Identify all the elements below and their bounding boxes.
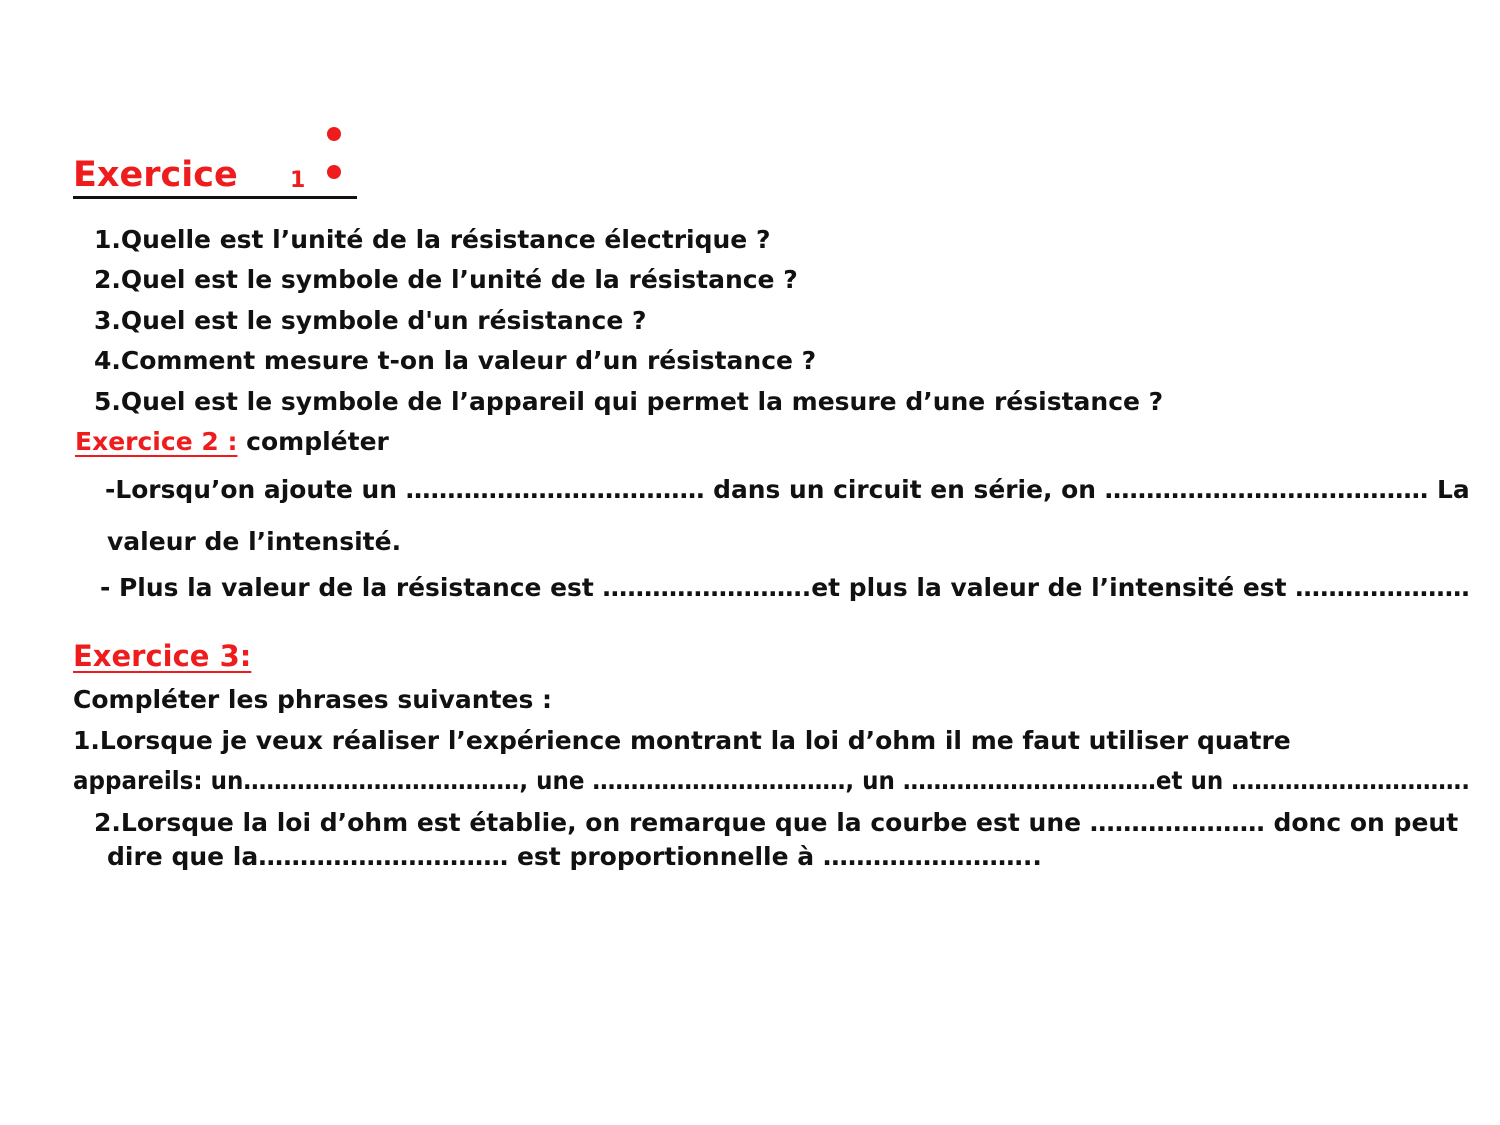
exercise3-instruction: Compléter les phrases suivantes : — [73, 685, 553, 714]
exercise3-question-1-line-2: appareils: un………………………………, une ……………………………, un ……………………………et un …………………………. — [73, 766, 1471, 795]
exercise1-question-5: 5.Quel est le symbole de l’appareil qui permet la mesure d’une résistance ? — [94, 387, 1164, 416]
exercise2-title: Exercice 2 : — [75, 427, 238, 456]
exercise2-heading — [75, 427, 389, 457]
exercise1-question-4: 4.Comment mesure t-on la valeur d’un résistance ? — [94, 346, 817, 375]
exercise1-question-3: 3.Quel est le symbole d'un résistance ? — [94, 306, 647, 335]
exercise3-question-2-line-1: 2.Lorsque la loi d’ohm est établie, on remarque que la courbe est une ………………… donc on peut — [94, 808, 1459, 837]
colon-dot-bottom — [327, 165, 341, 179]
exercise1-title: Exercice — [73, 155, 238, 195]
exercise3-title: Exercice 3: — [73, 639, 252, 673]
exercise1-underline — [73, 196, 357, 199]
exercise1-question-2: 2.Quel est le symbole de l’unité de la résistance ? — [94, 265, 798, 294]
exercise1-number: 1 — [290, 168, 306, 193]
exercise2-line-1: -Lorsqu’on ajoute un ……………………………… dans un circuit en série, on ………………………………… La — [105, 475, 1470, 504]
exercise3-question-1-line-1: 1.Lorsque je veux réaliser l’expérience montrant la loi d’ohm il me faut utiliser quatre — [73, 726, 1291, 755]
exercise2-line-2: valeur de l’intensité. — [107, 527, 402, 556]
exercise3-question-2-line-2: dire que la………………………… est proportionnelle à …………………….. — [107, 842, 1042, 871]
exercise2-line-3: - Plus la valeur de la résistance est …………………….et plus la valeur de l’intensité est ………………… — [100, 573, 1470, 602]
exercise2-instruction: compléter — [246, 427, 389, 456]
exercise1-question-1: 1.Quelle est l’unité de la résistance électrique ? — [94, 225, 771, 254]
colon-dot-top — [327, 127, 341, 141]
